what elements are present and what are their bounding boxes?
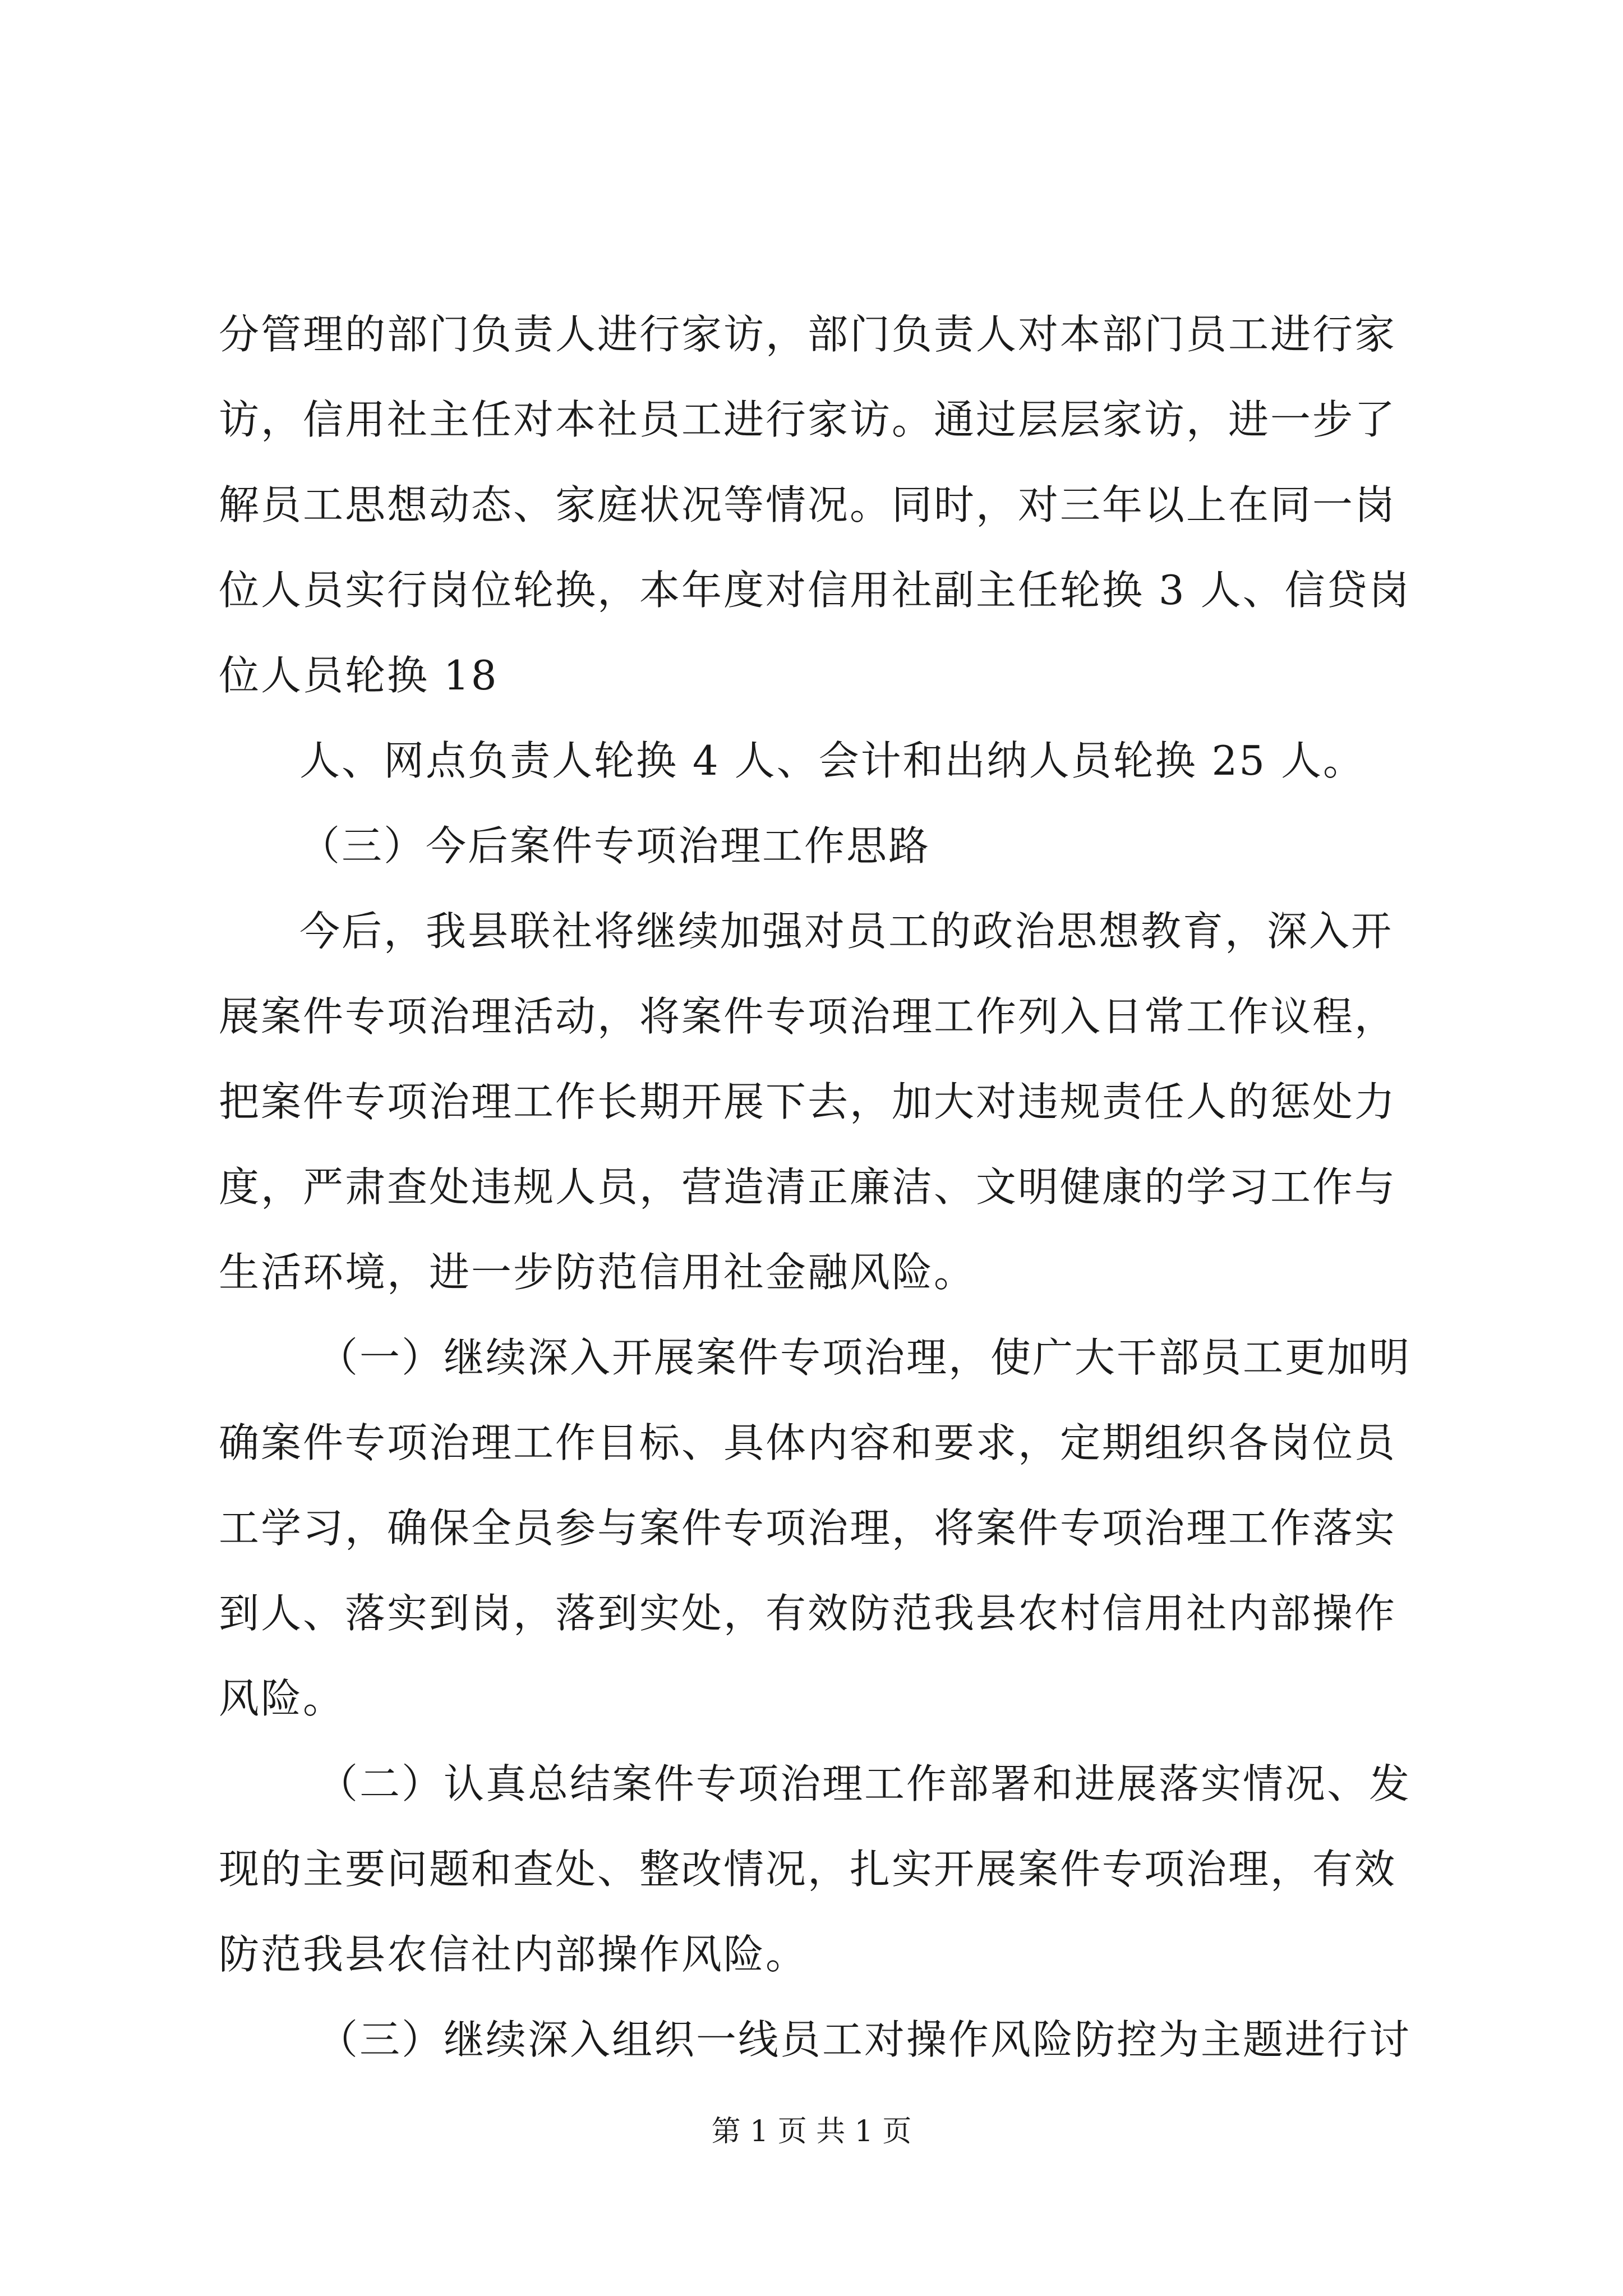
text-line: 度，严肃查处违规人员，营造清正廉洁、文明健康的学习工作与 xyxy=(219,1163,1397,1211)
section-heading: （三）今后案件专项治理工作思路 xyxy=(299,822,931,869)
text-line: 解员工思想动态、家庭状况等情况。同时，对三年以上在同一岗 xyxy=(219,481,1397,528)
text-line: 防范我县农信社内部操作风险。 xyxy=(219,1931,808,1978)
document-body xyxy=(219,292,1424,2082)
text-line: 现的主要问题和查处、整改情况，扎实开展案件专项治理，有效 xyxy=(219,1846,1397,1893)
text-line: 确案件专项治理工作目标、具体内容和要求，定期组织各岗位员 xyxy=(219,1419,1397,1466)
text-line: 分管理的部门负责人进行家访，部门负责人对本部门员工进行家 xyxy=(219,311,1397,358)
text-line: 展案件专项治理活动，将案件专项治理工作列入日常工作议程， xyxy=(219,993,1397,1040)
text-line: 人、网点负责人轮换 4 人、会计和出纳人员轮换 25 人。 xyxy=(299,737,1365,784)
paragraph-start: （三）继续深入组织一线员工对操作风险防控为主题进行讨 xyxy=(317,2016,1412,2063)
page-footer: 第 1 页 共 1 页 xyxy=(711,2115,912,2148)
paragraph-start: （一）继续深入开展案件专项治理，使广大干部员工更加明 xyxy=(317,1334,1412,1381)
text-line: 生活环境，进一步防范信用社金融风险。 xyxy=(219,1249,976,1296)
text-line: 位人员轮换 18 xyxy=(219,652,499,699)
text-line: 位人员实行岗位轮换，本年度对信用社副主任轮换 3 人、信贷岗 xyxy=(219,567,1411,614)
text-line: 风险。 xyxy=(219,1675,345,1722)
paragraph-start: （二）认真总结案件专项治理工作部署和进展落实情况、发 xyxy=(317,1760,1412,1807)
text-line: 到人、落实到岗，落到实处，有效防范我县农村信用社内部操作 xyxy=(219,1590,1397,1637)
paragraph-start: 今后，我县联社将继续加强对员工的政治思想教育，深入开 xyxy=(299,908,1394,955)
text-line: 访，信用社主任对本社员工进行家访。通过层层家访，进一步了 xyxy=(219,396,1397,443)
text-line: 工学习，确保全员参与案件专项治理，将案件专项治理工作落实 xyxy=(219,1504,1397,1552)
text-line: 把案件专项治理工作长期开展下去，加大对违规责任人的惩处力 xyxy=(219,1078,1397,1125)
